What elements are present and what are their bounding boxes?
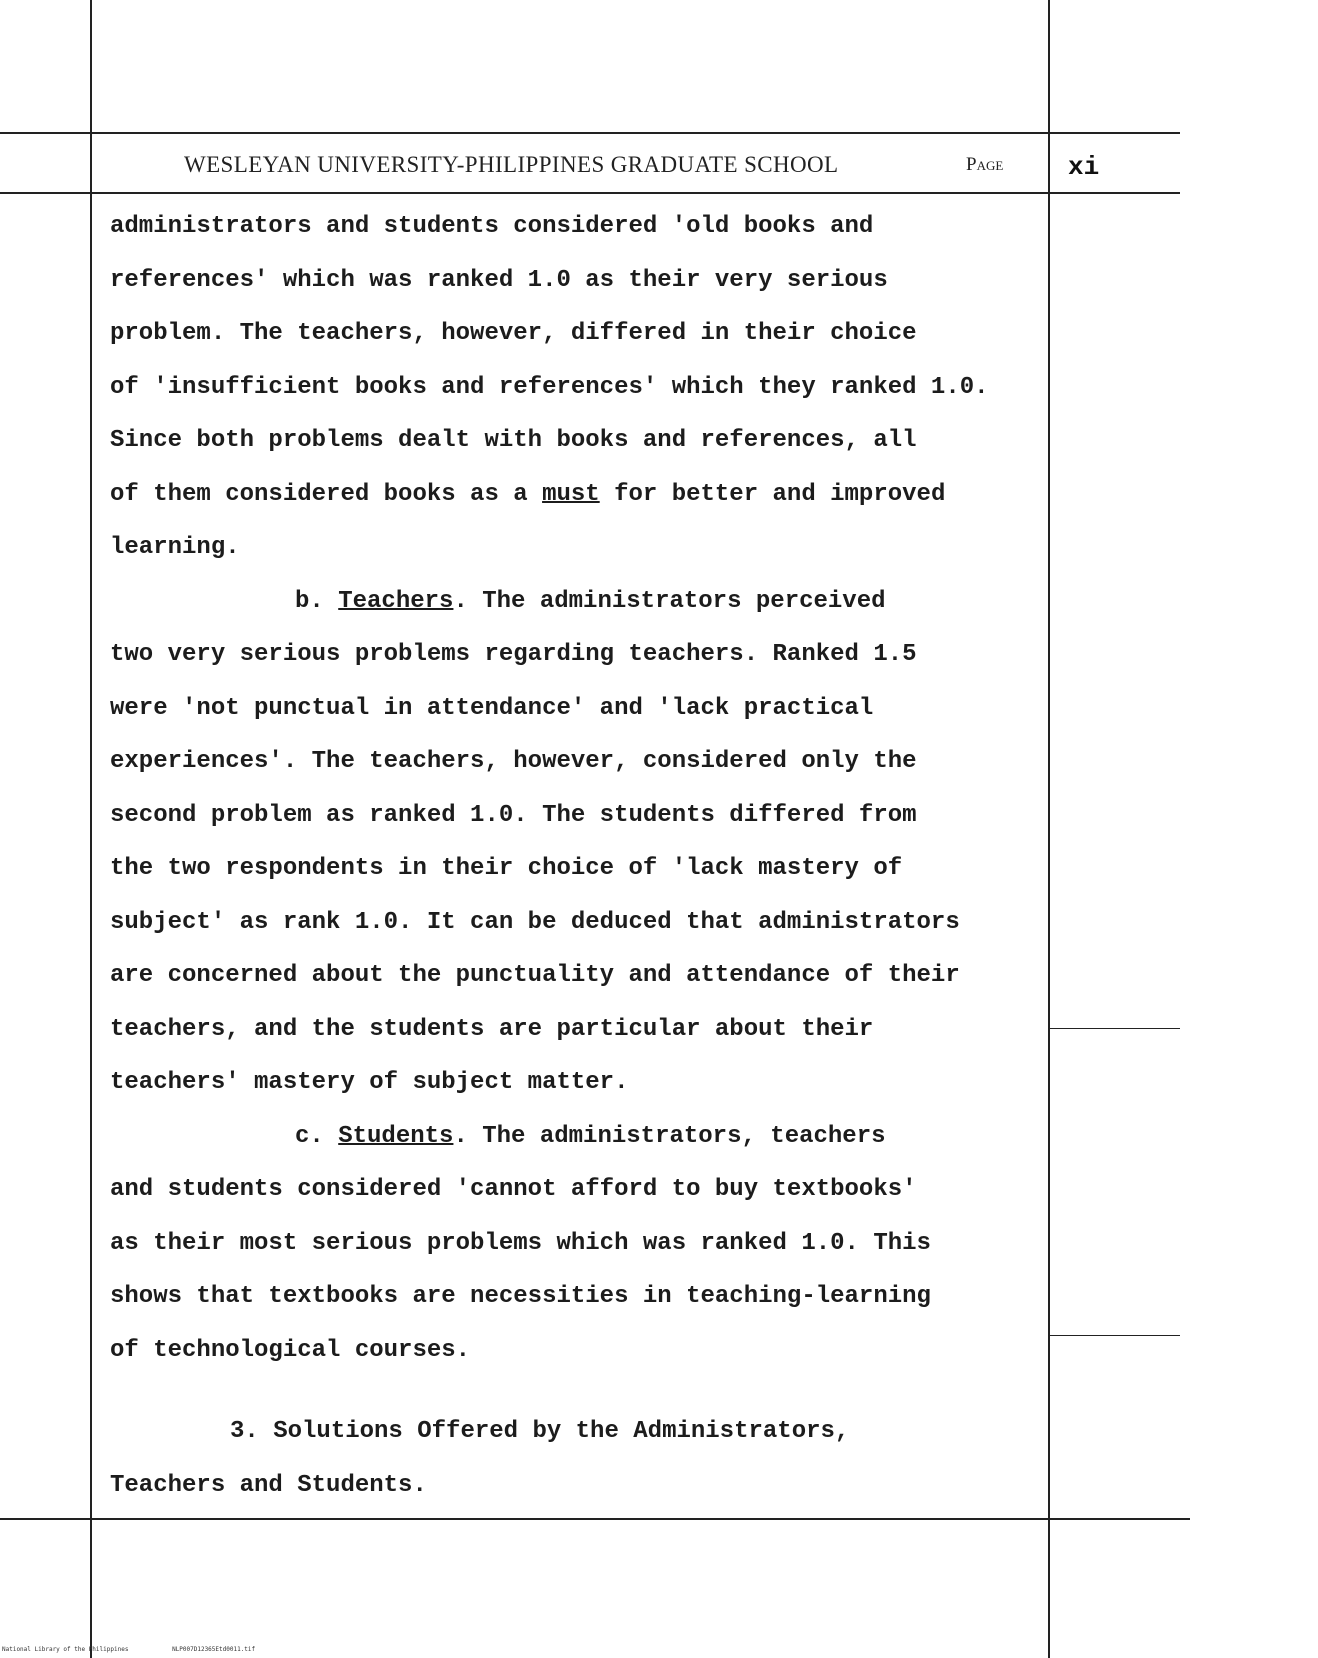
- text-line: problem. The teachers, however, differed in their choice: [110, 320, 917, 347]
- text-run: . The administrators perceived: [453, 587, 886, 615]
- text-line: administrators and students considered 'old books and: [110, 213, 874, 240]
- page-number: xi: [1068, 152, 1100, 182]
- page-label: Page: [966, 154, 1004, 175]
- header-bottom-rule: [0, 192, 1180, 194]
- text-line: teachers' mastery of subject matter.: [110, 1069, 629, 1096]
- text-line: of technological courses.: [110, 1336, 471, 1364]
- text-line: and students considered 'cannot afford to buy textbooks': [110, 1176, 917, 1203]
- text-line: the two respondents in their choice of 'lack mastery of: [110, 855, 903, 882]
- section-heading-3: 3. Solutions Offered by the Administrators,: [230, 1418, 850, 1445]
- text-line: teachers, and the students are particular about their: [110, 1015, 874, 1043]
- school-name: WESLEYAN UNIVERSITY-PHILIPPINES GRADUATE SCHOOL: [184, 152, 839, 177]
- body-bottom-rule: [0, 1518, 1190, 1520]
- text-run: for better and improved: [599, 480, 946, 508]
- text-line: are concerned about the punctuality and attendance of their: [110, 962, 960, 989]
- text-line: shows that textbooks are necessities in teaching-learning: [110, 1283, 931, 1310]
- text-line: as their most serious problems which was ranked 1.0. This: [110, 1229, 931, 1257]
- text-line: learning.: [110, 534, 240, 561]
- subsection-marker: c.: [295, 1122, 339, 1150]
- file-name: NLP007D12365Etd0011.tif: [172, 1646, 256, 1653]
- text-line: [110, 468, 1050, 522]
- subsection-b-line: [110, 575, 1050, 629]
- left-margin-rule: [90, 0, 92, 1658]
- text-line: two very serious problems regarding teachers. Ranked 1.5: [110, 641, 917, 668]
- subsection-heading-students: Students: [338, 1122, 454, 1150]
- subsection-c-line: [110, 1110, 1050, 1164]
- page-header: [92, 148, 1050, 190]
- scan-footer: [2, 1646, 295, 1653]
- text-line: references' which was ranked 1.0 as their very serious: [110, 266, 888, 294]
- right-tick-rule-1: [1050, 1028, 1180, 1029]
- text-run: of them considered books as a: [110, 480, 543, 508]
- text-line: second problem as ranked 1.0. The students differed from: [110, 801, 917, 829]
- text-line: Since both problems dealt with books and references, all: [110, 427, 917, 454]
- header-top-rule: [0, 132, 1180, 134]
- subsection-heading-teachers: Teachers: [338, 587, 454, 615]
- spacer: [110, 1377, 1050, 1405]
- subsection-marker: b.: [295, 587, 339, 615]
- right-tick-rule-2: [1050, 1335, 1180, 1336]
- text-line: of 'insufficient books and references' which they ranked 1.0.: [110, 373, 989, 401]
- section-heading-3-cont: Teachers and Students.: [110, 1471, 427, 1499]
- text-run: . The administrators, teachers: [453, 1122, 886, 1150]
- library-credit: National Library of the Philippines: [2, 1646, 129, 1653]
- text-line: were 'not punctual in attendance' and 'lack practical: [110, 694, 874, 722]
- text-line: subject' as rank 1.0. It can be deduced that administrators: [110, 908, 960, 936]
- text-line: experiences'. The teachers, however, considered only the: [110, 748, 917, 775]
- body-text: [110, 200, 1050, 1512]
- emphasis-must: must: [542, 480, 600, 508]
